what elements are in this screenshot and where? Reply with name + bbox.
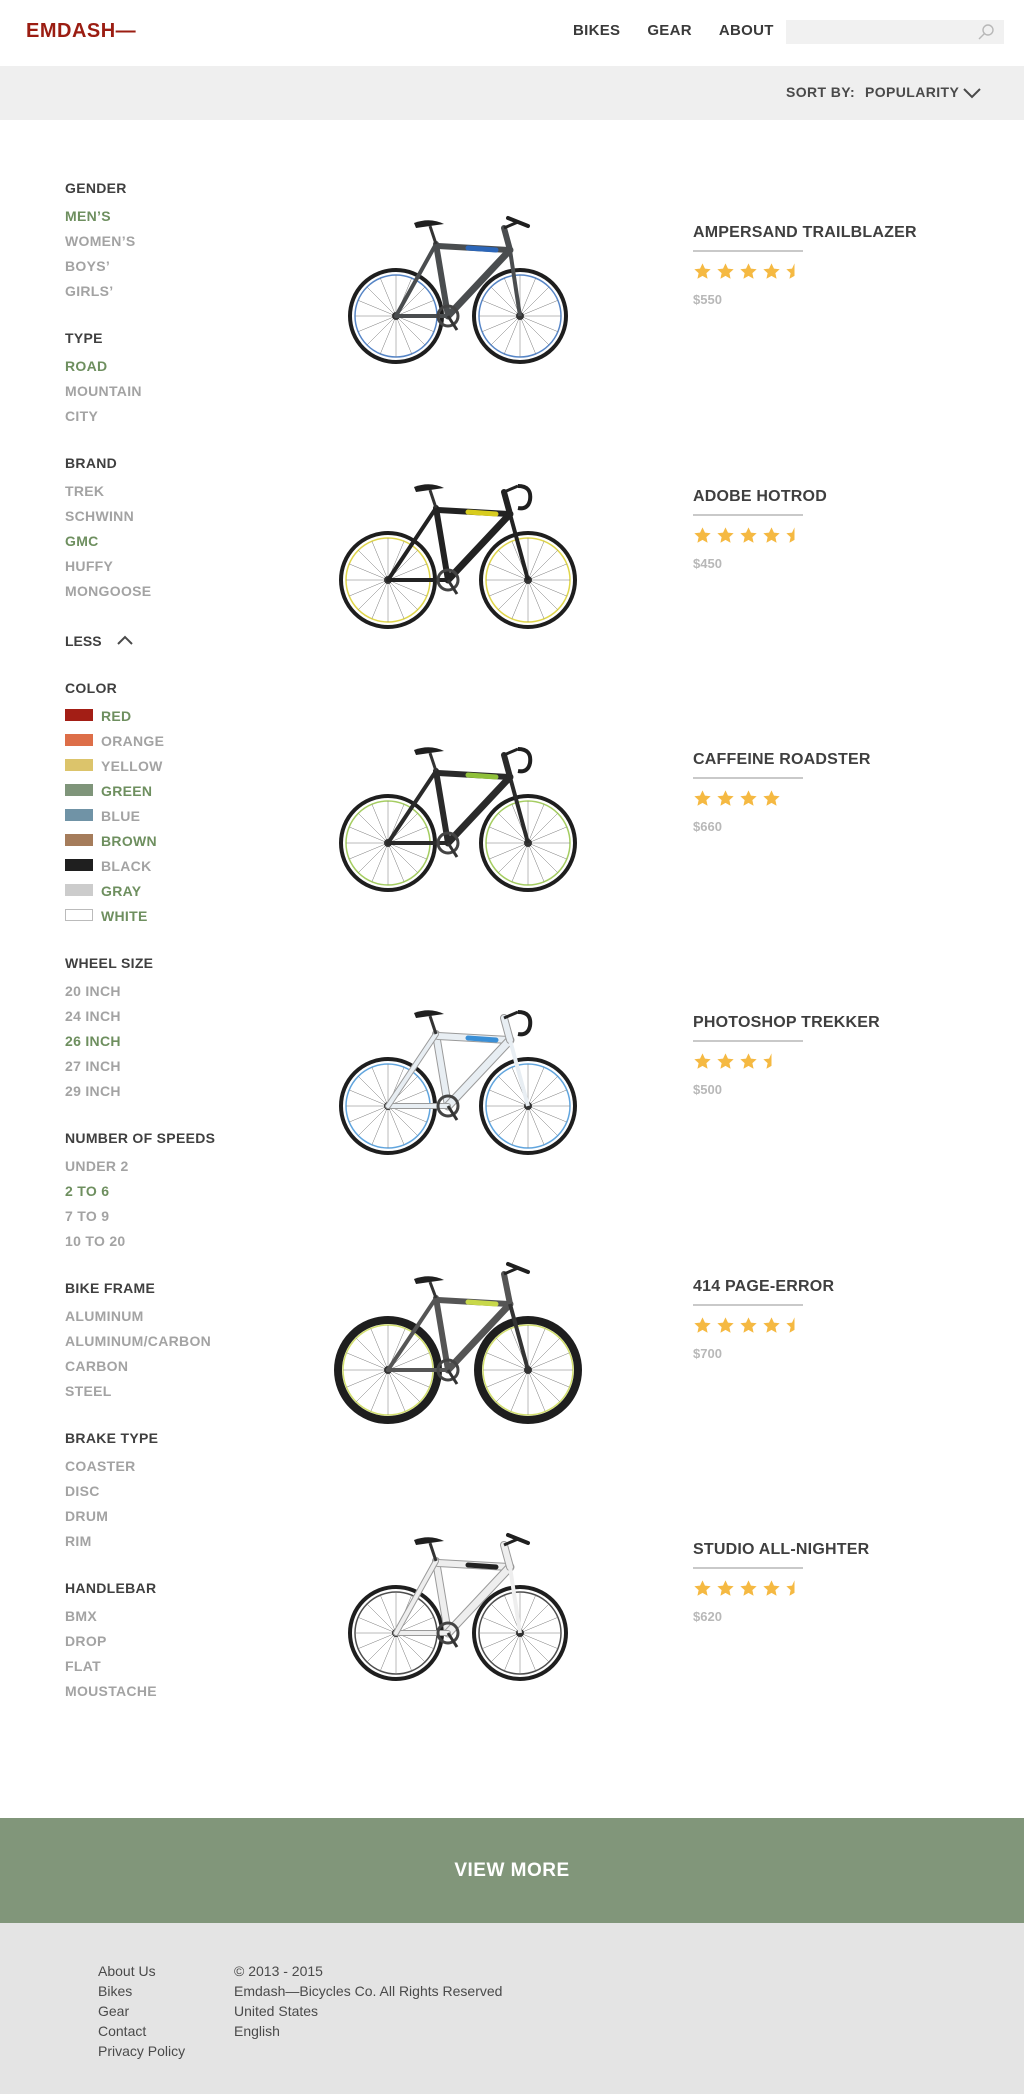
rating-stars <box>693 526 827 545</box>
filter-option-label: BROWN <box>101 832 157 849</box>
product-info <box>693 1014 880 1097</box>
footer-link-about[interactable]: About Us <box>98 1963 156 1979</box>
filter-heading: BRAKE TYPE <box>65 1430 159 1446</box>
nav-bikes[interactable]: BIKES <box>573 22 621 39</box>
filter-option-label: ALUMINUM/CARBON <box>65 1332 212 1349</box>
star-icon <box>739 1316 758 1335</box>
less-label: LESS <box>65 632 102 649</box>
filter-option-label: MONGOOSE <box>65 582 152 599</box>
filter-option-label: GMC <box>65 532 99 549</box>
product-price: $700 <box>693 1346 722 1361</box>
product-divider <box>693 1567 803 1569</box>
star-icon <box>716 1052 735 1071</box>
star-icon <box>739 789 758 808</box>
star-icon <box>762 789 781 808</box>
product-name[interactable]: CAFFEINE ROADSTER <box>693 751 871 768</box>
filter-heading: GENDER <box>65 180 127 196</box>
rating-stars <box>693 1316 834 1335</box>
star-icon <box>716 789 735 808</box>
star-icon <box>785 1316 804 1335</box>
filter-option-label: 7 TO 9 <box>65 1207 110 1224</box>
star-icon <box>739 1579 758 1598</box>
rights-text: Emdash—Bicycles Co. All Rights Reserved <box>234 1983 503 1999</box>
product-card <box>0 188 1024 388</box>
copyright-text: © 2013 - 2015 <box>234 1963 323 1979</box>
main-nav <box>573 22 774 39</box>
nav-about[interactable]: ABOUT <box>718 22 774 39</box>
rating-stars <box>693 1579 869 1598</box>
country-text: United States <box>234 2003 319 2019</box>
star-icon <box>716 526 735 545</box>
filter-heading: BIKE FRAME <box>65 1280 156 1296</box>
filter-option-label: MOUSTACHE <box>65 1682 157 1699</box>
product-info <box>693 488 827 571</box>
search-icon[interactable] <box>976 22 996 42</box>
filter-option-label: 29 INCH <box>65 1082 121 1099</box>
star-icon <box>739 1052 758 1071</box>
filter-option-label: FLAT <box>65 1657 101 1674</box>
filter-option-label: BLACK <box>101 857 152 874</box>
bike-image[interactable] <box>318 978 598 1168</box>
product-price: $450 <box>693 556 722 571</box>
filter-heading: WHEEL SIZE <box>65 955 154 971</box>
filter-option-label: CARBON <box>65 1357 129 1374</box>
filter-option[interactable] <box>65 1453 305 1478</box>
filter-option-label: 26 INCH <box>65 1032 121 1049</box>
filter-option-label: 10 TO 20 <box>65 1232 126 1249</box>
filter-option-label: ROAD <box>65 357 108 374</box>
product-card <box>0 978 1024 1178</box>
product-price: $660 <box>693 819 722 834</box>
star-icon <box>693 1579 712 1598</box>
site-footer <box>0 1923 1024 2094</box>
bike-image[interactable] <box>318 715 598 905</box>
product-price: $620 <box>693 1609 722 1624</box>
product-name[interactable]: ADOBE HOTROD <box>693 488 827 505</box>
star-icon <box>693 1316 712 1335</box>
star-icon <box>762 262 781 281</box>
filter-option-label: DRUM <box>65 1507 109 1524</box>
star-icon <box>693 526 712 545</box>
footer-link-privacy[interactable]: Privacy Policy <box>98 2043 186 2059</box>
sort-bar <box>0 66 1024 120</box>
filter-heading: NUMBER OF SPEEDS <box>65 1130 216 1146</box>
star-icon <box>785 1579 804 1598</box>
filter-heading: HANDLEBAR <box>65 1580 157 1596</box>
star-icon <box>785 526 804 545</box>
product-card <box>0 452 1024 652</box>
product-info <box>693 1278 834 1361</box>
filter-option-label: RIM <box>65 1532 92 1549</box>
filter-option-label: BOYS’ <box>65 257 111 274</box>
filter-option-label: HUFFY <box>65 557 114 574</box>
filter-option[interactable] <box>65 403 305 428</box>
filter-heading: TYPE <box>65 330 103 346</box>
product-info <box>693 224 917 307</box>
filter-option-label: RED <box>101 707 132 724</box>
footer-info <box>234 1961 502 2041</box>
search-input[interactable] <box>786 20 1004 44</box>
footer-link-gear[interactable]: Gear <box>98 2003 130 2019</box>
product-divider <box>693 1304 803 1306</box>
star-icon <box>762 1316 781 1335</box>
bike-image[interactable] <box>318 452 598 642</box>
product-price: $500 <box>693 1082 722 1097</box>
footer-link-contact[interactable]: Contact <box>98 2023 147 2039</box>
filter-option-label: GREEN <box>101 782 153 799</box>
filter-option-label: COASTER <box>65 1457 136 1474</box>
star-icon <box>785 262 804 281</box>
view-more-button[interactable] <box>0 1818 1024 1923</box>
filter-option-label: GRAY <box>101 882 142 899</box>
product-name[interactable]: PHOTOSHOP TREKKER <box>693 1014 880 1031</box>
filter-option-label: ALUMINUM <box>65 1307 144 1324</box>
nav-gear[interactable]: GEAR <box>647 22 692 39</box>
site-header <box>0 0 1024 66</box>
filter-sidebar <box>65 178 305 1728</box>
star-icon <box>762 1052 781 1071</box>
star-icon <box>739 262 758 281</box>
product-divider <box>693 514 803 516</box>
filter-option-label: DROP <box>65 1632 107 1649</box>
filter-option-label: BLUE <box>101 807 141 824</box>
product-name[interactable]: 414 PAGE-ERROR <box>693 1278 835 1295</box>
star-icon <box>716 1316 735 1335</box>
filter-option-label: TREK <box>65 482 105 499</box>
star-icon <box>693 789 712 808</box>
filter-option[interactable] <box>65 1203 305 1228</box>
filter-option-label: 24 INCH <box>65 1007 121 1024</box>
star-icon <box>739 526 758 545</box>
view-more-label: VIEW MORE <box>454 1859 570 1881</box>
filter-heading: BRAND <box>65 455 118 471</box>
bike-image[interactable] <box>318 1242 598 1432</box>
product-card <box>0 1242 1024 1442</box>
footer-link-bikes[interactable]: Bikes <box>98 1983 133 1999</box>
footer-links <box>98 1961 185 2061</box>
filter-option-label: MEN’S <box>65 207 111 224</box>
star-icon <box>716 1579 735 1598</box>
bike-image[interactable] <box>318 188 598 378</box>
filter-option-label: STEEL <box>65 1382 112 1399</box>
filter-option[interactable] <box>65 1178 305 1203</box>
filter-option-label: GIRLS’ <box>65 282 114 299</box>
rating-stars <box>693 789 871 808</box>
filter-option-label: MOUNTAIN <box>65 382 142 399</box>
star-icon <box>693 262 712 281</box>
sort-dropdown[interactable]: POPULARITY <box>865 84 960 100</box>
star-icon <box>716 262 735 281</box>
product-card <box>0 715 1024 915</box>
product-divider <box>693 250 803 252</box>
filter-option-label: SCHWINN <box>65 507 134 524</box>
star-icon <box>762 1579 781 1598</box>
filter-option[interactable] <box>65 1478 305 1503</box>
star-icon <box>762 526 781 545</box>
filter-option-label: ORANGE <box>101 732 165 749</box>
rating-stars <box>693 262 917 281</box>
product-price: $550 <box>693 292 722 307</box>
filter-option-label: WHITE <box>101 907 148 924</box>
filter-option-label: DISC <box>65 1482 100 1499</box>
product-divider <box>693 1040 803 1042</box>
sort-label: SORT BY: <box>786 84 856 100</box>
star-icon <box>693 1052 712 1071</box>
filter-heading: COLOR <box>65 680 118 696</box>
product-info <box>693 751 871 834</box>
site-logo[interactable]: EMDASH— <box>26 20 137 42</box>
filter-option-label: UNDER 2 <box>65 1157 129 1174</box>
filter-option-label: YELLOW <box>101 757 163 774</box>
filter-option-label: CITY <box>65 407 99 424</box>
product-name[interactable]: AMPERSAND TRAILBLAZER <box>693 224 917 241</box>
language-text: English <box>234 2023 280 2039</box>
filter-option-label: BMX <box>65 1607 98 1624</box>
rating-stars <box>693 1052 880 1071</box>
product-info <box>693 1541 869 1624</box>
bike-image[interactable] <box>318 1505 598 1695</box>
filter-option-label: 2 TO 6 <box>65 1182 110 1199</box>
product-card <box>0 1505 1024 1705</box>
chevron-down-icon[interactable] <box>962 86 982 100</box>
filter-option-label: WOMEN’S <box>65 232 136 249</box>
filter-option-label: 27 INCH <box>65 1057 121 1074</box>
product-name[interactable]: STUDIO ALL-NIGHTER <box>693 1541 870 1558</box>
product-divider <box>693 777 803 779</box>
filter-option-label: 20 INCH <box>65 982 121 999</box>
